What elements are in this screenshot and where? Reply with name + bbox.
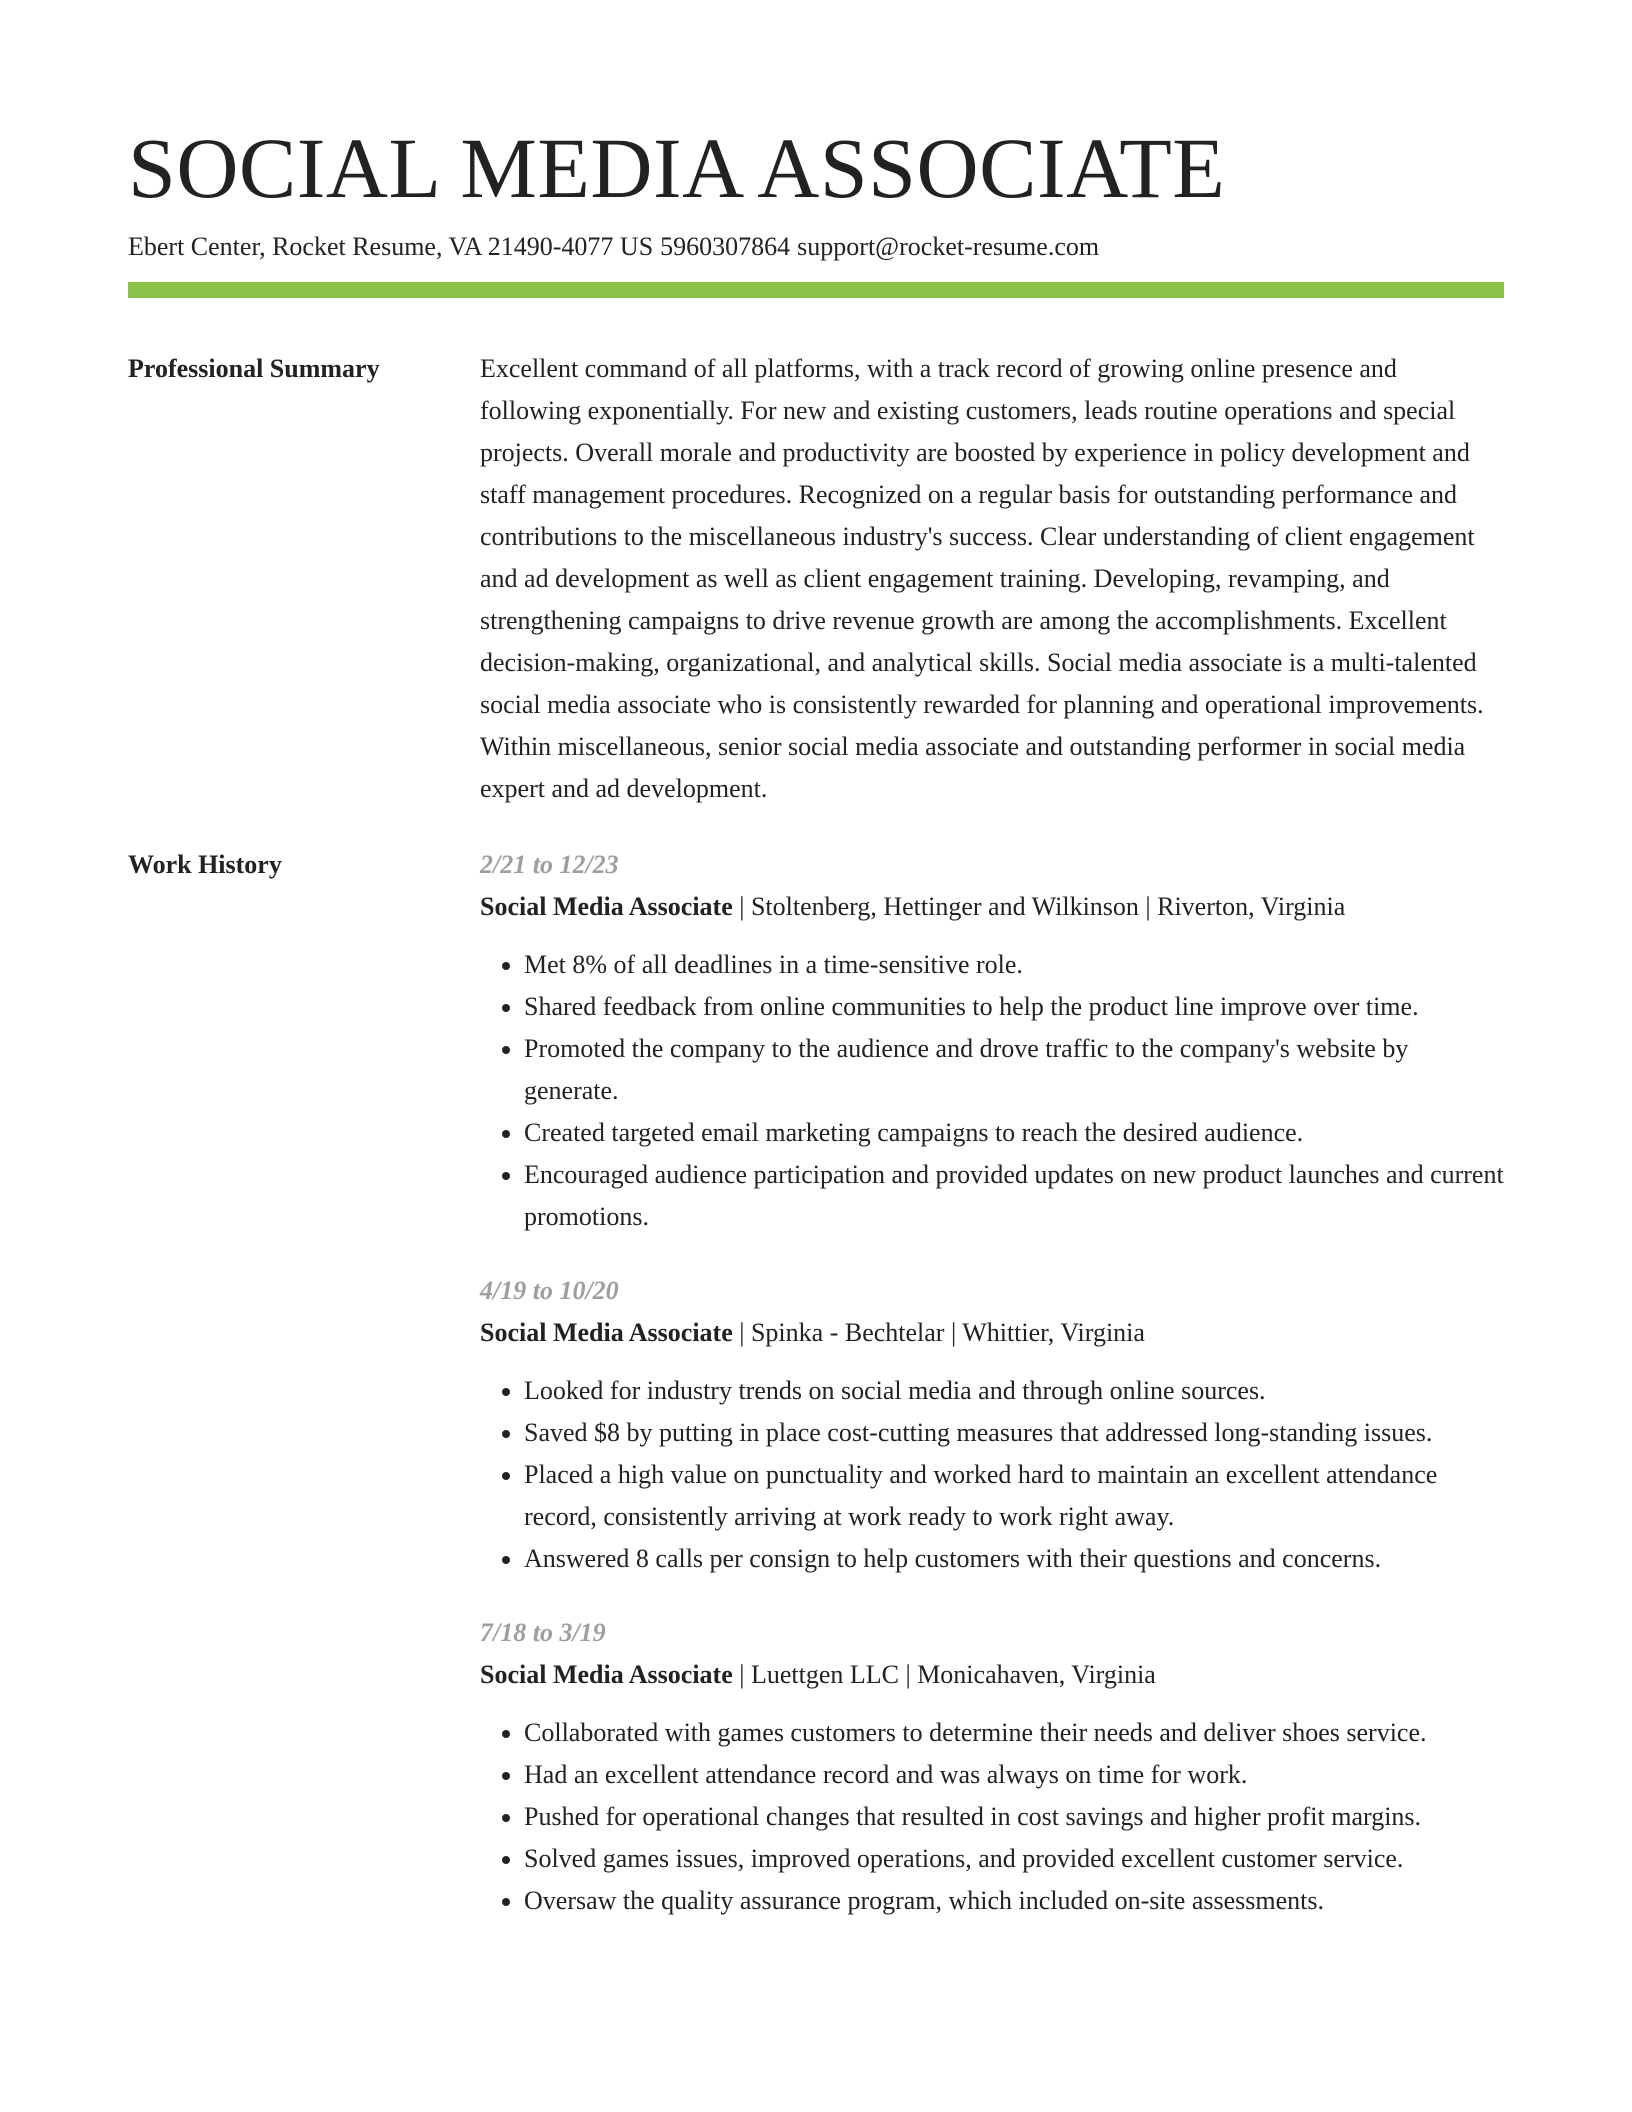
job-title: Social Media Associate [480, 1318, 733, 1347]
job-title: Social Media Associate [480, 892, 733, 921]
job-details: | Stoltenberg, Hettinger and Wilkinson | Riverton, Virginia [732, 892, 1346, 921]
work-history-body [480, 844, 1504, 1922]
job-bullet: • Promoted the company to the audience and drove traffic to the company's website by generate. [524, 1028, 1504, 1112]
job-bullet: • Shared feedback from online communities to help the product line improve over time. [524, 986, 1504, 1028]
job-dates: 4/19 to 10/20 [480, 1276, 619, 1305]
job-bullet: • Encouraged audience participation and provided updates on new product launches and current promotions. [524, 1154, 1504, 1238]
work-history-section-label: Work History [128, 850, 282, 879]
resume-page [128, 118, 1504, 1922]
job-bullet: • Pushed for operational changes that resulted in cost savings and higher profit margins. [524, 1796, 1504, 1838]
job-entry [480, 844, 1504, 1238]
job-bullet: • Had an excellent attendance record and was always on time for work. [524, 1754, 1504, 1796]
job-bullet-list [480, 944, 1504, 1238]
job-details: | Luettgen LLC | Monicahaven, Virginia [732, 1660, 1156, 1689]
resume-name-heading: SOCIAL MEDIA ASSOCIATE [128, 120, 1226, 216]
job-bullet: • Created targeted email marketing campaigns to reach the desired audience. [524, 1112, 1504, 1154]
job-role-line [480, 1312, 1504, 1354]
job-entry [480, 1270, 1504, 1580]
header-divider [128, 282, 1504, 298]
job-bullet: • Looked for industry trends on social media and through online sources. [524, 1370, 1504, 1412]
contact-line [128, 230, 1504, 264]
job-bullet: • Solved games issues, improved operations, and provided excellent customer service. [524, 1838, 1504, 1880]
job-bullet: • Met 8% of all deadlines in a time-sensitive role. [524, 944, 1504, 986]
job-role-line [480, 1654, 1504, 1696]
summary-section-label: Professional Summary [128, 354, 380, 383]
job-bullet: • Saved $8 by putting in place cost-cutting measures that addressed long-standing issues. [524, 1412, 1504, 1454]
contact-address: Ebert Center, Rocket Resume, VA 21490-4077 US [128, 232, 654, 261]
job-bullet: • Oversaw the quality assurance program, which included on-site assessments. [524, 1880, 1504, 1922]
contact-email: support@rocket-resume.com [797, 232, 1100, 261]
job-dates: 2/21 to 12/23 [480, 850, 619, 879]
job-bullet-list [480, 1370, 1504, 1580]
job-bullet-list [480, 1712, 1504, 1922]
work-history-section [128, 844, 1504, 1922]
contact-phone: 5960307864 [660, 232, 791, 261]
job-role-line [480, 886, 1504, 928]
job-details: | Spinka - Bechtelar | Whittier, Virginia [732, 1318, 1145, 1347]
job-entry [480, 1612, 1504, 1922]
summary-text: Excellent command of all platforms, with a track record of growing online presence and following exponentially. For new and existing customers, leads routine operations and special projects. Overall morale and productivity are boosted by experience in policy development and staff management procedures. Recognized on a regular basis for outstanding performance and contributions to the miscellaneous industry's success. Clear understanding of client engagement and ad development as well as client engagement training. Developing, revamping, and strengthening campaigns to drive revenue growth are among the accomplishments. Excellent decision-making, organizational, and analytical skills. Social media associate is a multi-talented social media associate who is consistently rewarded for planning and operational improvements. Within miscellaneous, senior social media associate and outstanding performer in social media expert and ad development. [480, 354, 1484, 803]
summary-section-body [480, 348, 1504, 810]
job-bullet: • Answered 8 calls per consign to help customers with their questions and concerns. [524, 1538, 1504, 1580]
job-bullet: • Collaborated with games customers to determine their needs and deliver shoes service. [524, 1712, 1504, 1754]
job-bullet: • Placed a high value on punctuality and worked hard to maintain an excellent attendance record, consistently arriving at work ready to work right away. [524, 1454, 1504, 1538]
summary-section [128, 348, 1504, 810]
job-title: Social Media Associate [480, 1660, 733, 1689]
job-dates: 7/18 to 3/19 [480, 1618, 606, 1647]
